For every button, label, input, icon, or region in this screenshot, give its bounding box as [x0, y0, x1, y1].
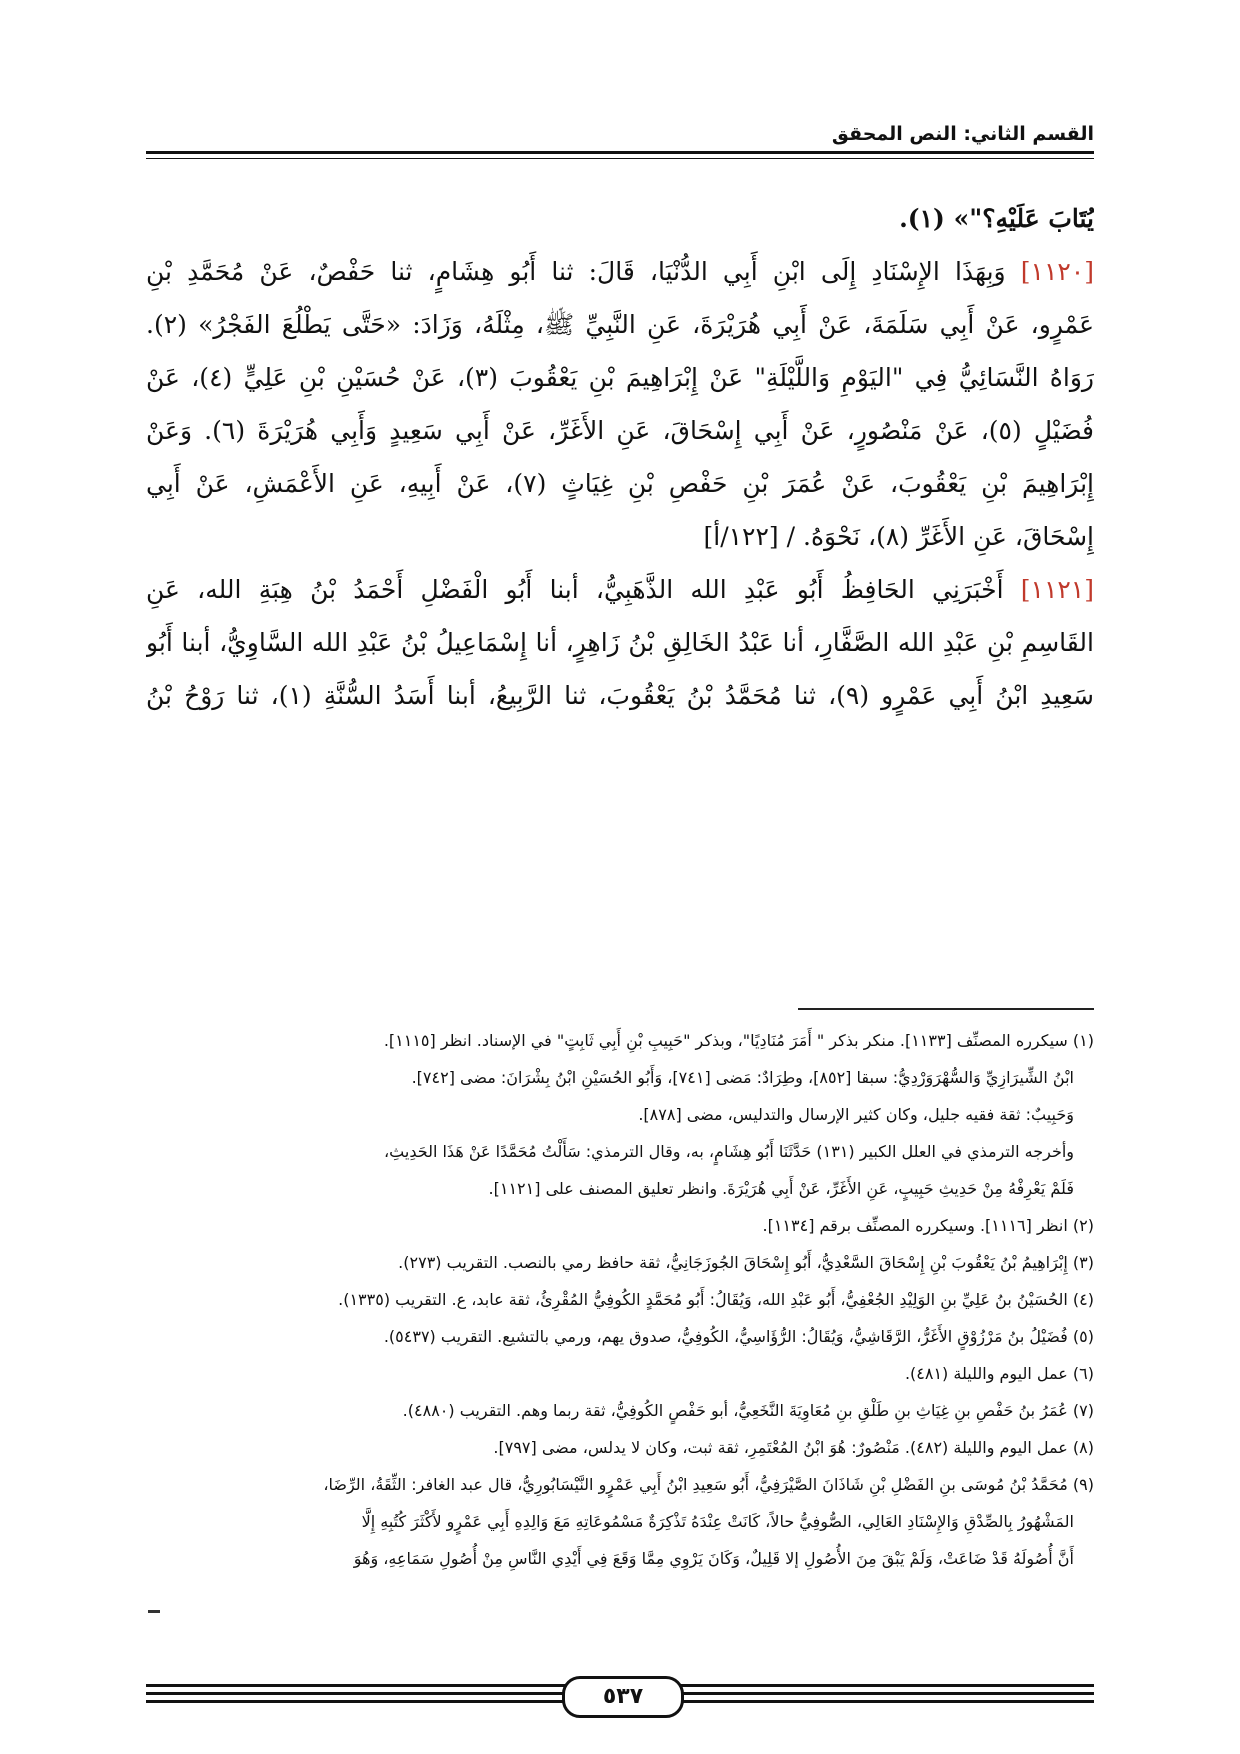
- running-header: القسم الثاني: النص المحقق: [831, 123, 1094, 145]
- footnote-line: فَلَمْ يَعْرِفْهُ مِنْ حَدِيثِ حَبِيبٍ، عَنِ الأَغَرِّ، عَنْ أَبِي هُرَيْرَةَ. وانظر تعليق المصنف على [١١٢١].: [488, 1179, 1074, 1198]
- text-line: [١١٢١] أَخْبَرَنِي الحَافِظُ أَبُو عَبْدِ الله الذَّهَبِيُّ، أبنا أَبُو الْفَضْلِ أَحْمَدُ بْنُ هِبَةِ الله، عَنِ: [146, 575, 1094, 604]
- footnote-line: أَنَّ أُصُولَهُ قَدْ ضَاعَتْ، وَلَمْ يَبْقَ مِنَ الأُصُولِ إلا قَلِيلٌ، وَكَانَ يَرْوِي مِمَّا وَقَعَ فِي أَيْدِي النَّاسِ مِنْ أُصُولِ سَمَاعِهِ، وَهُوَ: [353, 1549, 1074, 1568]
- text-line: رَوَاهُ النَّسَائِيُّ فِي "اليَوْمِ وَاللَّيْلَةِ" عَنْ إِبْرَاهِيمَ بْنِ يَعْقُوبَ (٣)، عَنْ حُسَيْنِ بْنِ عَلِيٍّ (٤)، عَنْ: [146, 363, 1094, 392]
- footnote-separator: [798, 1008, 1094, 1010]
- footnote-line: (٩) مُحَمَّدُ بْنُ مُوسَى بنِ الفَضْلِ بْنِ شَاذَانَ الصَّيْرَفِيُّ، أَبُو سَعِيدِ ابْنُ أَبِي عَمْرٍو النَّيْسَابُورِيُّ، قال عبد الغافر: الثِّقَةُ، الرِّضَا،: [323, 1475, 1094, 1494]
- page-number: ٥٣٧: [562, 1676, 684, 1718]
- text-line: سَعِيدِ ابْنُ أَبِي عَمْرٍو (٩)، ثنا مُحَمَّدُ بْنُ يَعْقُوبَ، ثنا الرَّبِيعُ، أبنا أَسَدُ السُّنَّةِ (١)، ثنا رَوْحُ بْنُ: [146, 681, 1094, 710]
- footnote-line: (٤) الحُسَيْنُ بنُ عَلِيِّ بنِ الوَلِيْدِ الجُعْفِيُّ، أَبُو عَبْدِ الله، وَيُقَالُ: أَبُو مُحَمَّدٍ الكُوفِيُّ المُقْرِئُ، ثقة عابد، ع. التقريب (١٣٣٥).: [338, 1290, 1094, 1309]
- footnote-line: (٧) عُمَرُ بنُ حَفْصِ بنِ غِيَاثِ بنِ طَلْقِ بنِ مُعَاوِيَةَ النَّخَعِيُّ، أبو حَفْصٍ الكُوفِيُّ، ثقة ربما وهم. التقريب (٤٨٨٠).: [402, 1401, 1094, 1420]
- text-line: عَمْرٍو، عَنْ أَبِي سَلَمَةَ، عَنْ أَبِي هُرَيْرَةَ، عَنِ النَّبِيِّ ﷺ، مِثْلَهُ، وَزَادَ: «حَتَّى يَطْلُعَ الفَجْرُ» (٢).: [146, 310, 1094, 339]
- continuation-mark: [148, 1610, 160, 1613]
- footnote-line: وأخرجه الترمذي في العلل الكبير (١٣١) حَدَّثَنَا أَبُو هِشَامٍ، به، وقال الترمذي: سَأَلْتُ مُحَمَّدًا عَنْ هَذَا الحَدِيثِ،: [384, 1142, 1074, 1161]
- text-line: يُتَابَ عَلَيْهِ؟"» (١).: [899, 204, 1094, 233]
- footnote-line: (٨) عمل اليوم والليلة (٤٨٢). مَنْصُورٌ: هُوَ ابْنُ المُعْتَمِرِ، ثقة ثبت، وكان لا يدلس، مضى [٧٩٧].: [493, 1438, 1094, 1457]
- footnote-line: وَحَبِيبٌ: ثقة فقيه جليل، وكان كثير الإرسال والتدليس، مضى [٨٧٨].: [638, 1105, 1074, 1124]
- text-line: إِسْحَاقَ، عَنِ الأَغَرِّ (٨)، نَحْوَهُ. / [١٢٢/أ]: [703, 522, 1094, 551]
- footnotes: [146, 1022, 1094, 1577]
- text-line: فُضَيْلٍ (٥)، عَنْ مَنْصُورٍ، عَنْ أَبِي إِسْحَاقَ، عَنِ الأَغَرِّ، عَنْ أَبِي سَعِيدٍ وَأَبِي هُرَيْرَةَ (٦). وَعَنْ: [146, 416, 1094, 445]
- footnote-line: (٦) عمل اليوم والليلة (٤٨١).: [904, 1364, 1094, 1383]
- header-rule-thick: [146, 151, 1094, 154]
- hadith-number: [١١٢٠]: [1020, 257, 1094, 286]
- footnote-line: (١) سيكرره المصنِّف [١١٣٣]. منكر بذكر " أَمَرَ مُنَادِيًا"، وبذكر "حَبِيبِ بْنِ أَبِي ثَابِتٍ" في الإسناد. انظر [١١١٥].: [383, 1031, 1094, 1050]
- main-text: [146, 192, 1094, 722]
- footnote-line: المَشْهُورُ بِالصِّدْقِ وَالإِسْنَادِ العَالِي، الصُّوفِيُّ حالاً، كَانَتْ عِنْدَهُ تَذْكِرَةٌ مَسْمُوعَاتِهِ مَعَ وَالِدِهِ أَبِي عَمْرٍو لأَكْثَرَ كُتُبِهِ إِلَّا: [361, 1512, 1074, 1531]
- footnote-line: ابْنُ الشِّيرَازِيِّ وَالسُّهْرَوَرْدِيُّ: سبقا [٨٥٢]، وطِرَادٌ: مَضى [٧٤١]، وَأَبُو الحُسَيْنِ ابْنُ بِشْرَانَ: مضى [٧٤٢].: [411, 1068, 1074, 1087]
- footnote-line: (٣) إِبْرَاهِيمُ بْنُ يَعْقُوبَ بْنِ إِسْحَاقَ السَّعْدِيُّ، أَبُو إِسْحَاقَ الجُوزَجَانِيُّ، ثقة حافظ رمي بالنصب. التقريب (٢٧٣).: [398, 1253, 1094, 1272]
- header-rule-thin: [146, 158, 1094, 159]
- hadith-number: [١١٢١]: [1020, 575, 1094, 604]
- text-line: [١١٢٠] وَبِهَذَا الإِسْنَادِ إِلَى ابْنِ أَبِي الدُّنْيَا، قَالَ: ثنا أَبُو هِشَامٍ، ثنا حَفْصٌ، عَنْ مُحَمَّدِ بْنِ: [146, 257, 1094, 286]
- text-line: إِبْرَاهِيمَ بْنِ يَعْقُوبَ، عَنْ عُمَرَ بْنِ حَفْصِ بْنِ غِيَاثٍ (٧)، عَنْ أَبِيهِ، عَنِ الأَعْمَشِ، عَنْ أَبِي: [146, 469, 1094, 498]
- footnote-line: (٢) انظر [١١١٦]. وسيكرره المصنِّف برقم [١١٣٤].: [762, 1216, 1094, 1235]
- text-line: القَاسِمِ بْنِ عَبْدِ الله الصَّفَّارِ، أنا عَبْدُ الخَالِقِ بْنُ زَاهِرٍ، أنا إِسْمَاعِيلُ بْنُ عَبْدِ الله السَّاوِيُّ، أبنا أَبُو: [146, 628, 1094, 657]
- footnote-line: (٥) فُضَيْلُ بنُ مَرْزُوْقٍ الأَغَرُّ، الرَّقَاشِيُّ، وَيُقَالُ: الرُّؤَاسِيُّ، الكُوفِيُّ، صدوق يهم، ورمي بالتشيع. التقريب (٥٤٣٧).: [383, 1327, 1094, 1346]
